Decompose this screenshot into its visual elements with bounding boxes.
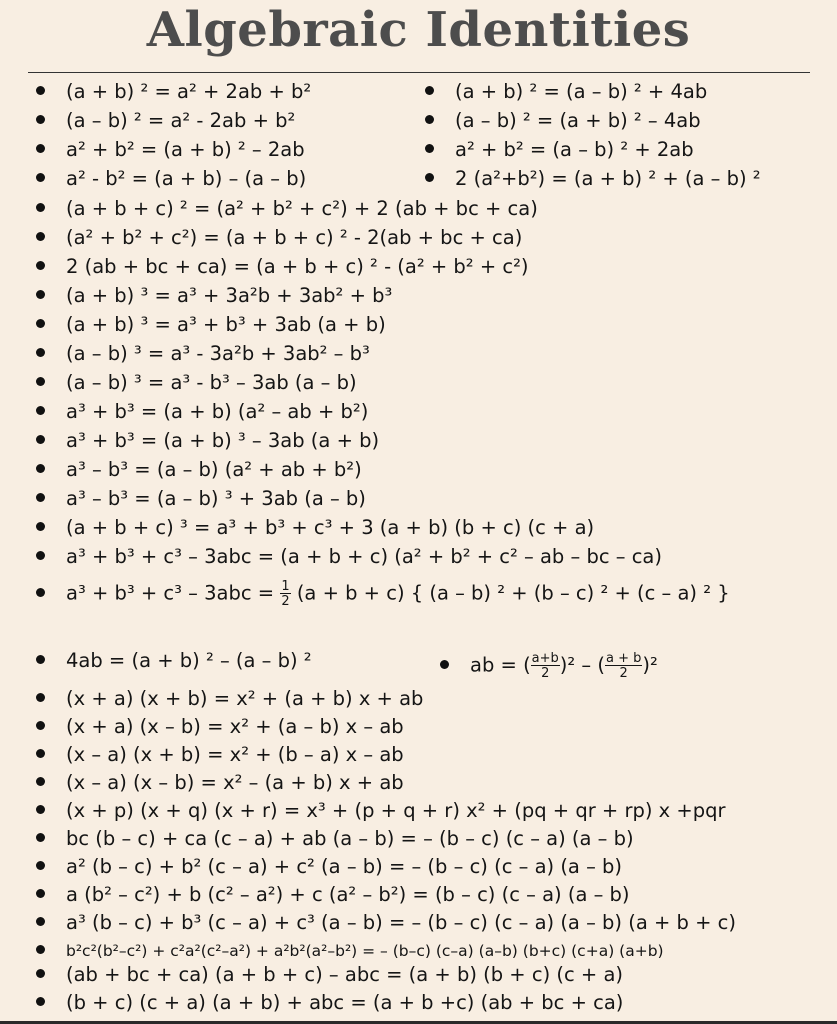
identity-text: a³ + b³ = (a + b) ³ – 3ab (a + b) [66,429,380,452]
bullet-icon [36,969,45,978]
bullet-icon [425,144,434,153]
identity-item [36,770,404,796]
identity-text: (a + b) ² = a² + 2ab + b² [66,80,312,103]
identity-item [36,882,630,908]
fraction-half [280,580,290,608]
identity-text: (a + b) ² = (a – b) ² + 4ab [455,80,708,103]
identity-text: (x + p) (x + q) (x + r) = x³ + (p + q + r) x² + (pq + qr + rp) x +pqr [66,799,726,822]
identity-text: a² - b² = (a + b) – (a – b) [66,167,307,190]
identity-item [36,341,370,367]
identity-item [36,938,664,964]
page-title: Algebraic Identities [146,2,691,58]
identity-item [36,714,404,740]
identity-text: 2 (ab + bc + ca) = (a + b + c) ² - (a² + b² + c²) [66,255,529,278]
identity-item [36,826,634,852]
identity-item-half [36,580,730,608]
identity-text: a (b² – c²) + b (c² – a²) + c (a² – b²) = (b – c) (c – a) (a – b) [66,883,630,906]
bullet-icon [425,173,434,182]
fraction-denominator: 2 [281,594,290,609]
identity-item [36,283,392,309]
identity-item [36,428,379,454]
identity-text: a³ + b³ = (a + b) (a² – ab + b²) [66,400,369,423]
identity-text: (x – a) (x – b) = x² – (a + b) x + ab [66,771,404,794]
bullet-icon [36,377,45,386]
fraction-numerator: 1 [281,579,290,594]
ab-lhs: ab = ( [470,653,531,677]
identity-item [36,990,623,1016]
identity-text: b²c²(b²–c²) + c²a²(c²–a²) + a²b²(a²–b²) = – (b–c) (c–a) (a–b) (b+c) (c+a) (a+b) [66,942,664,960]
bullet-icon [36,917,45,926]
ab-end: )² [642,653,658,677]
bullet-icon [36,144,45,153]
identity-item [36,648,312,674]
identity-item [36,166,306,192]
identity-text: (a – b) ³ = a³ - b³ – 3ab (a – b) [66,371,357,394]
identity-text: (b + c) (c + a) (a + b) + abc = (a + b +c) (ab + bc + ca) [66,991,624,1014]
bullet-icon [36,232,45,241]
identity-item [425,108,701,134]
identity-text: bc (b – c) + ca (c – a) + ab (a – b) = – (b – c) (c – a) (a – b) [66,827,634,850]
identity-text: (a + b + c) ³ = a³ + b³ + c³ + 3 (a + b) (b + c) (c + a) [66,516,595,539]
bullet-icon [36,115,45,124]
identity-item [36,79,311,105]
bullet-icon [36,464,45,473]
bullet-icon [36,805,45,814]
identity-text: a² + b² = (a – b) ² + 2ab [455,138,694,161]
identity-text: (x + a) (x + b) = x² + (a + b) x + ab [66,687,424,710]
identity-item [36,108,295,134]
bullet-icon [36,997,45,1006]
bullet-icon [36,721,45,730]
bullet-icon [36,348,45,357]
identity-text: 2 (a²+b²) = (a + b) ² + (a – b) ² [455,167,761,190]
identity-text: (a – b) ³ = a³ - 3a²b + 3ab² – b³ [66,342,370,365]
bullet-icon [36,588,45,597]
identity-item-ab [440,652,658,680]
bullet-icon [36,203,45,212]
bullet-icon [36,290,45,299]
bullet-icon [36,889,45,898]
identity-item [36,370,357,396]
title-divider [28,72,810,73]
identity-text: 4ab = (a + b) ² – (a – b) ² [66,649,312,672]
identity-text: (ab + bc + ca) (a + b + c) – abc = (a + b) (b + c) (c + a) [66,963,623,986]
identity-text: (x + a) (x – b) = x² + (a – b) x – ab [66,715,404,738]
identity-item [36,137,305,163]
bullet-icon [36,945,45,954]
identity-item [425,137,694,163]
identity-item [36,686,423,712]
identity-text: (a + b) ³ = a³ + b³ + 3ab (a + b) [66,313,386,336]
identity-item [36,515,594,541]
identity-text: a³ – b³ = (a – b) (a² + ab + b²) [66,458,362,481]
bullet-icon [36,777,45,786]
identity-text: (x – a) (x + b) = x² + (b – a) x – ab [66,743,404,766]
identity-item [36,854,622,880]
bullet-icon [36,655,45,664]
ab-middle: )² – ( [559,653,605,677]
identity-rhs: (a + b + c) { (a – b) ² + (b – c) ² + (c – a) ² } [296,581,730,605]
bullet-icon [36,551,45,560]
bullet-icon [36,693,45,702]
fraction-numerator: a+b [531,651,559,666]
identity-item [36,544,662,570]
identity-text: (a – b) ² = (a + b) ² – 4ab [455,109,701,132]
identity-text: (a + b + c) ² = (a² + b² + c²) + 2 (ab + bc + ca) [66,197,538,220]
bullet-icon [36,522,45,531]
fraction-denominator: 2 [541,666,550,681]
fraction-two [605,652,642,680]
identity-item [36,910,736,936]
identity-item [36,196,538,222]
bullet-icon [440,660,449,669]
bullet-icon [36,435,45,444]
identity-text: a² + b² = (a + b) ² – 2ab [66,138,305,161]
bullet-icon [36,493,45,502]
identity-item [36,742,404,768]
bullet-icon [36,749,45,758]
bullet-icon [36,861,45,870]
identity-lhs: a³ + b³ + c³ – 3abc = [66,581,275,605]
bullet-icon [36,406,45,415]
fraction-denominator: 2 [619,666,628,681]
identity-text: a² (b – c) + b² (c – a) + c² (a – b) = – (b – c) (c – a) (a – b) [66,855,623,878]
identity-item [36,312,386,338]
identity-item [36,399,368,425]
bullet-icon [36,261,45,270]
bullet-icon [425,115,434,124]
identity-item [36,486,366,512]
identity-item [36,457,362,483]
identity-text: a³ (b – c) + b³ (c – a) + c³ (a – b) = – (b – c) (c – a) (a – b) (a + b + c) [66,911,736,934]
identity-text: (a – b) ² = a² - 2ab + b² [66,109,296,132]
identity-text: (a² + b² + c²) = (a + b + c) ² - 2(ab + bc + ca) [66,226,523,249]
bullet-icon [36,833,45,842]
identity-text: a³ – b³ = (a – b) ³ + 3ab (a – b) [66,487,366,510]
identity-text: (a + b) ³ = a³ + 3a²b + 3ab² + b³ [66,284,393,307]
bullet-icon [36,173,45,182]
identity-item [36,798,726,824]
identity-item [425,79,707,105]
fraction-numerator: a + b [605,651,642,666]
identity-item [425,166,761,192]
bullet-icon [36,86,45,95]
identity-text: a³ + b³ + c³ – 3abc = (a + b + c) (a² + b² + c² – ab – bc – ca) [66,545,662,568]
identity-item [36,225,522,251]
bullet-icon [425,86,434,95]
identity-item [36,962,623,988]
fraction-one [531,652,560,680]
bullet-icon [36,319,45,328]
identity-item [36,254,529,280]
